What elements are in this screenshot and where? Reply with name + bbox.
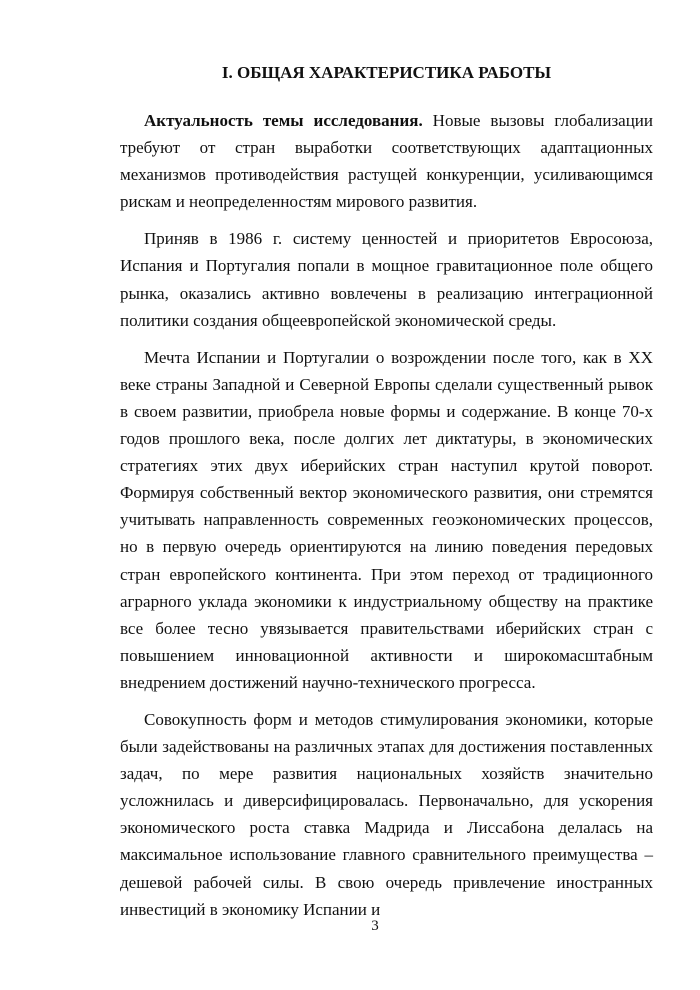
section-heading: I. ОБЩАЯ ХАРАКТЕРИСТИКА РАБОТЫ: [221, 63, 552, 82]
paragraph-relevance: [120, 107, 653, 215]
page-number: 3: [371, 918, 379, 934]
paragraph-text: Приняв в 1986 г. систему ценностей и приоритетов Евросоюза, Испания и Португалия попали в мощное гравитационное поле общего рынка, оказались активно вовлечены в реализацию интеграционной политики создания общеевропейской экономической среды.: [120, 229, 653, 330]
paragraph-revival: [120, 344, 653, 696]
paragraph-text: Совокупность форм и методов стимулирования экономики, которые были задействованы на различных этапах для достижения поставленных задач, по мере развития национальных хозяйств значительно усложнилась и диверсифицировалась. Первоначально, для ускорения экономического роста ставка Мадрида и Лиссабона делалась на максимальное использование главного сравнительного преимущества – дешевой рабочей силы. В свою очередь привлечение иностранных инвестиций в экономику Испании и: [120, 709, 653, 919]
paragraph-text: Мечта Испании и Португалии о возрождении после того, как в XX веке страны Западной и Северной Европы сделали существенный рывок в своем развитии, приобрела новые формы и содержание. В конце 70-х годов прошлого века, после долгих лет диктатуры, в экономических стратегиях этих двух иберийских стран наступил крутой поворот. Формируя собственный вектор экономического развития, они стремятся учитывать направленность современных геоэкономических процессов, но в первую очередь ориентируются на линию поведения передовых стран европейского континента. При этом переход от традиционного аграрного уклада экономики к индустриальному обществу на практике все более тесно увязывается правительствами иберийских стран с повышением инновационной активности и широкомасштабным внедрением достижений научно-технического прогресса.: [120, 347, 653, 692]
document-page: [120, 62, 653, 933]
paragraph-lead: Актуальность темы исследования.: [144, 111, 423, 130]
paragraph-accession: [120, 225, 653, 333]
paragraph-methods: [120, 706, 653, 923]
paragraph-text: Новые вызовы глобализации требуют от стран выработки соответствующих адаптационных механизмов противодействия растущей конкуренции, усиливающимся рискам и неопределенностям мирового развития.: [120, 111, 653, 212]
